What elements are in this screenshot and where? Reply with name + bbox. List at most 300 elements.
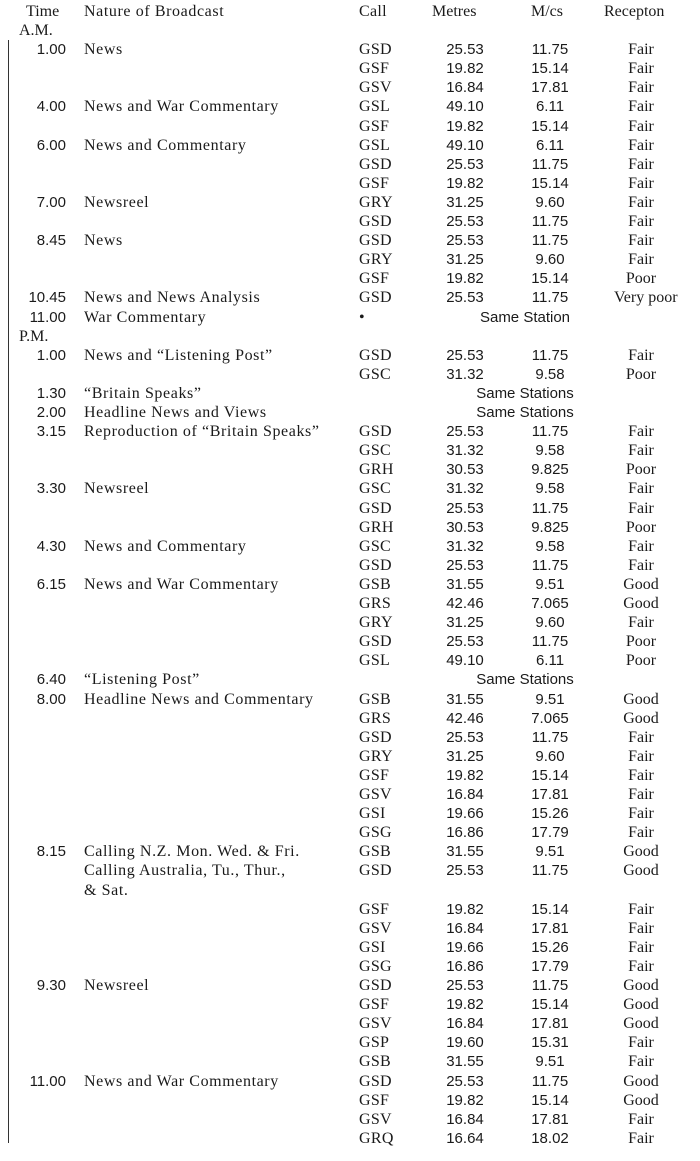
metres-cell: 16.84 [446,919,484,937]
metres-cell: 25.53 [446,423,484,441]
call-cell: GRS [359,595,392,612]
header-metres: Metres [432,3,477,20]
header-nature: Nature of Broadcast [84,3,225,20]
table-row [0,747,700,767]
time-cell: 1.30 [36,384,66,402]
call-cell: GSC [359,365,392,383]
reception-cell: Poor [625,270,657,288]
table-row [0,728,700,748]
same-station-note: Same Station [479,308,571,326]
metres-cell: 19.82 [446,996,484,1014]
time-cell: 3.15 [36,423,66,441]
mcs-cell: 15.14 [531,60,569,78]
metres-cell: 25.53 [446,728,484,746]
reception-cell: Fair [628,1034,654,1052]
call-cell: GSD [359,1072,392,1090]
table-row [0,651,700,671]
call-cell: GRS [359,709,392,727]
reception-cell: Good [623,843,659,861]
metres-cell: 31.32 [446,537,484,555]
nature-cell: News [84,41,123,59]
metres-cell: 31.32 [446,442,484,460]
call-cell: GSI [359,938,386,956]
time-cell: 11.00 [29,308,66,326]
mcs-cell: 11.75 [531,728,569,746]
metres-cell: 42.46 [446,595,484,612]
time-cell: 6.15 [36,575,66,593]
metres-cell: 30.53 [446,461,484,479]
mcs-cell: 11.75 [531,423,569,441]
metres-cell: 25.53 [446,556,484,574]
mcs-cell: 11.75 [531,1072,569,1090]
time-cell: 10.45 [28,289,66,307]
reception-cell: Fair [628,41,654,59]
metres-cell: 31.55 [446,575,484,593]
table-row [0,97,700,117]
reception-cell: Fair [628,117,654,135]
table-row [0,823,700,843]
reception-cell: Good [623,595,659,612]
table-row [0,709,700,729]
call-cell: GSD [359,556,392,574]
table-row [0,1072,700,1092]
table-row [0,365,700,385]
nature-cell: News [84,232,123,250]
reception-cell: Fair [628,213,654,230]
metres-cell: 49.10 [446,98,484,116]
reception-cell: Fair [628,957,654,975]
metres-cell: 16.84 [446,79,484,97]
table-row [0,479,700,499]
call-cell: GSF [359,766,390,784]
table-row [0,308,700,328]
reception-cell: Fair [628,174,654,192]
call-cell: GSV [359,786,392,803]
table-row [0,556,700,576]
call-cell: GSF [359,117,390,135]
time-cell: 11.00 [29,1072,66,1090]
time-cell: 8.45 [36,232,66,250]
metres-cell: 25.53 [446,41,484,59]
nature-cell: Newsreel [84,977,150,994]
reception-cell: Good [623,1091,659,1109]
header-time: Time [26,3,60,20]
call-cell: GSG [359,824,392,842]
reception-cell: Good [623,996,659,1014]
metres-cell: 25.53 [446,977,484,994]
mcs-cell: 15.26 [531,938,569,956]
table-row [0,384,700,404]
reception-cell: Fair [628,499,654,517]
same-station-note: Same Stations [476,671,574,689]
table-row [0,136,700,156]
mcs-cell: 11.75 [531,346,569,364]
call-cell: GSI [359,805,386,823]
metres-cell: 16.86 [446,824,484,842]
table-row [0,785,700,805]
call-cell: GSV [359,1015,392,1033]
call-cell: GRH [359,518,394,536]
mcs-cell: 17.81 [531,786,569,803]
reception-cell: Fair [628,155,654,173]
metres-cell: 19.82 [446,900,484,918]
table-row [0,613,700,633]
mcs-cell: 15.14 [531,174,569,192]
call-cell: GSL [359,652,391,670]
table-row [0,861,700,881]
section-label: P.M. [19,327,49,345]
table-row [0,59,700,79]
mcs-cell: 9.825 [531,461,569,479]
reception-cell: Fair [628,442,654,460]
table-row [0,346,700,366]
table-row [0,1129,700,1149]
metres-cell: 16.84 [446,1015,484,1033]
call-cell: GSD [359,213,392,230]
call-cell: GSF [359,270,390,288]
metres-cell: 25.53 [446,155,484,173]
call-cell: GSD [359,41,392,59]
mcs-cell: 9.60 [535,747,565,765]
table-row [0,842,700,862]
table-row [0,403,700,423]
reception-cell: Fair [628,232,654,250]
mcs-cell: 9.58 [535,365,565,383]
metres-cell: 31.25 [446,614,484,632]
table-row [0,269,700,289]
call-cell: GSV [359,79,392,97]
table-header [0,2,700,22]
call-cell: GSC [359,442,392,460]
metres-cell: 16.84 [446,786,484,803]
call-cell: GSD [359,977,392,994]
reception-cell: Fair [628,1053,654,1071]
reception-cell: Fair [628,537,654,555]
table-row [0,575,700,595]
metres-cell: 19.82 [446,766,484,784]
table-row [0,518,700,538]
table-row [0,460,700,480]
reception-cell: Fair [628,193,654,211]
metres-cell: 25.53 [446,213,484,230]
metres-cell: 19.82 [446,174,484,192]
call-cell: GSL [359,98,391,116]
table-row [0,632,700,652]
call-cell: GRQ [359,1129,394,1147]
mcs-cell: 17.81 [531,1015,569,1033]
nature-cell: News and Commentary [84,537,247,555]
call-cell: GSD [359,633,392,651]
reception-cell: Fair [628,346,654,364]
reception-cell: Fair [628,900,654,918]
reception-cell: Fair [628,728,654,746]
metres-cell: 19.82 [446,270,484,288]
mcs-cell: 11.75 [531,289,569,307]
table-row [0,976,700,996]
time-cell: 2.00 [36,404,66,421]
nature-cell: News and Commentary [84,136,247,154]
table-row [0,995,700,1015]
metres-cell: 31.55 [446,843,484,861]
mcs-cell: 9.58 [535,537,565,555]
call-cell: GSD [359,728,392,746]
header-reception: Recepton [604,3,665,20]
reception-cell: Fair [628,805,654,823]
mcs-cell: 9.58 [535,442,565,460]
table-row [0,231,700,251]
call-cell: GSD [359,423,392,441]
time-cell: 1.00 [36,41,66,59]
nature-cell: News and War Commentary [84,1072,279,1090]
metres-cell: 19.82 [446,60,484,78]
call-cell: GSB [359,690,392,708]
mcs-cell: 15.14 [531,766,569,784]
call-cell: GRY [359,747,393,765]
mcs-cell: 7.065 [531,709,569,727]
mcs-cell: 17.79 [531,824,569,842]
call-cell: GSF [359,1091,390,1109]
call-cell: GSB [359,843,392,861]
metres-cell: 49.10 [446,652,484,670]
call-cell: GSD [359,289,392,307]
reception-cell: Poor [625,365,657,383]
mcs-cell: 15.14 [531,996,569,1014]
mcs-cell: 11.75 [531,499,569,517]
time-cell: 8.15 [36,843,66,861]
mcs-cell: 15.14 [531,1091,569,1109]
metres-cell: 25.53 [446,633,484,651]
reception-cell: Fair [628,824,654,842]
table-row [0,1014,700,1034]
call-cell: GSB [359,1053,392,1071]
reception-cell: Good [623,1072,659,1090]
reception-cell: Very poor [614,289,678,307]
time-cell: 6.00 [36,136,66,154]
metres-cell: 19.66 [446,805,484,823]
reception-cell: Fair [628,60,654,78]
mcs-cell: 15.31 [531,1034,569,1052]
mcs-cell: 11.75 [531,232,569,250]
table-row [0,117,700,137]
reception-cell: Good [623,977,659,994]
call-cell: GSC [359,537,392,555]
nature-cell: News and War Commentary [84,575,279,593]
table-row [0,78,700,98]
call-cell: GSD [359,155,392,173]
mcs-cell: 9.60 [535,251,565,269]
reception-cell: Poor [625,518,657,536]
section-label-row [0,21,700,41]
reception-cell: Fair [628,786,654,803]
table-row [0,250,700,270]
reception-cell: Fair [628,98,654,116]
nature-cell: Headline News and Commentary [84,690,314,708]
reception-cell: Good [623,709,659,727]
header-call: Call [359,3,387,20]
metres-cell: 16.86 [446,957,484,975]
metres-cell: 30.53 [446,518,484,536]
table-row [0,804,700,824]
metres-cell: 16.64 [446,1129,484,1147]
call-cell: GRY [359,193,393,211]
same-station-note: Same Stations [476,384,574,402]
mcs-cell: 9.60 [535,193,565,211]
mcs-cell: 6.11 [535,98,565,116]
metres-cell: 31.25 [446,251,484,269]
metres-cell: 49.10 [446,136,484,154]
call-cell: GRY [359,251,393,269]
nature-cell: Newsreel [84,193,150,211]
mcs-cell: 11.75 [531,213,569,230]
reception-cell: Fair [628,251,654,269]
table-row [0,499,700,519]
call-cell: GSF [359,900,390,918]
table-row [0,881,700,901]
table-row [0,40,700,60]
nature-cell: & Sat. [84,881,129,899]
metres-cell: 31.32 [446,480,484,498]
reception-cell: Fair [628,747,654,765]
call-cell: GSD [359,232,392,250]
table-row [0,900,700,920]
mcs-cell: 11.75 [531,556,569,574]
reception-cell: Fair [628,919,654,937]
mcs-cell: 9.825 [531,518,569,536]
nature-cell: News and “Listening Post” [84,346,273,364]
mcs-cell: 15.14 [531,117,569,135]
reception-cell: Fair [628,556,654,574]
metres-cell: 25.53 [446,499,484,517]
table-row [0,1033,700,1053]
call-cell: GSD [359,862,392,880]
time-cell: 6.40 [36,671,66,689]
reception-cell: Poor [625,633,657,651]
time-cell: 4.30 [36,537,66,555]
reception-cell: Fair [628,1129,654,1147]
nature-cell: Headline News and Views [84,404,267,421]
call-cell: GSB [359,575,392,593]
table-row [0,441,700,461]
mcs-cell: 9.58 [535,480,565,498]
metres-cell: 19.82 [446,117,484,135]
table-row [0,422,700,442]
call-cell: GRH [359,461,394,479]
call-cell: GSF [359,60,390,78]
mcs-cell: 17.81 [531,79,569,97]
section-label-row [0,327,700,347]
mcs-cell: 11.75 [531,633,569,651]
nature-cell: Reproduction of “Britain Speaks” [84,423,320,441]
mcs-cell: 6.11 [535,136,565,154]
mcs-cell: 18.02 [531,1129,569,1147]
call-cell: GSV [359,1110,392,1128]
mcs-cell: 11.75 [531,862,569,880]
time-cell: 1.00 [36,346,66,364]
nature-cell: Newsreel [84,480,150,498]
nature-cell: News and News Analysis [84,289,261,307]
metres-cell: 31.55 [446,690,484,708]
reception-cell: Good [623,575,659,593]
time-cell: 7.00 [36,193,66,211]
mcs-cell: 6.11 [535,652,565,670]
table-row [0,1052,700,1072]
call-cell: GSF [359,996,390,1014]
reception-cell: Poor [625,461,657,479]
mcs-cell: 9.60 [535,614,565,632]
nature-cell: Calling Australia, Tu., Thur., [84,862,286,880]
reception-cell: Good [623,862,659,880]
call-cell: GSF [359,174,390,192]
nature-cell: “Britain Speaks” [84,384,202,402]
metres-cell: 31.55 [446,1053,484,1071]
call-cell: GSD [359,346,392,364]
table-row [0,212,700,232]
table-row [0,670,700,690]
reception-cell: Fair [628,766,654,784]
table-row [0,1091,700,1111]
mcs-cell: 11.75 [531,977,569,994]
call-cell: GRY [359,614,393,632]
nature-cell: News and War Commentary [84,98,279,116]
reception-cell: Fair [628,614,654,632]
metres-cell: 19.66 [446,938,484,956]
nature-cell: “Listening Post” [84,671,200,689]
mcs-cell: 7.065 [531,595,569,612]
metres-cell: 19.60 [446,1034,484,1052]
nature-cell: Calling N.Z. Mon. Wed. & Fri. [84,843,300,861]
mcs-cell: 17.79 [531,957,569,975]
metres-cell: 31.25 [446,193,484,211]
table-row [0,155,700,175]
table-row [0,938,700,958]
header-mcs: M/cs [531,3,563,20]
metres-cell: 25.53 [446,346,484,364]
mcs-cell: 15.26 [531,805,569,823]
same-station-note: Same Stations [476,404,574,421]
mcs-cell: 17.81 [531,919,569,937]
reception-cell: Good [623,1015,659,1033]
call-cell: GSD [359,499,392,517]
metres-cell: 16.84 [446,1110,484,1128]
call-cell: GSP [359,1034,390,1052]
table-row [0,766,700,786]
table-row [0,919,700,939]
call-cell: GSC [359,480,392,498]
call-cell: • [359,308,365,326]
table-row [0,690,700,710]
table-row [0,288,700,308]
call-cell: GSV [359,919,392,937]
mcs-cell: 11.75 [531,41,569,59]
nature-cell: War Commentary [84,308,207,326]
mcs-cell: 9.51 [535,575,565,593]
mcs-cell: 9.51 [535,690,565,708]
call-cell: GSL [359,136,391,154]
time-cell: 4.00 [36,98,66,116]
reception-cell: Fair [628,480,654,498]
reception-cell: Fair [628,938,654,956]
mcs-cell: 11.75 [531,155,569,173]
table-row [0,193,700,213]
reception-cell: Fair [628,136,654,154]
mcs-cell: 15.14 [531,900,569,918]
metres-cell: 25.53 [446,232,484,250]
reception-cell: Fair [628,79,654,97]
table-row [0,174,700,194]
mcs-cell: 9.51 [535,843,565,861]
reception-cell: Fair [628,1110,654,1128]
metres-cell: 25.53 [446,1072,484,1090]
